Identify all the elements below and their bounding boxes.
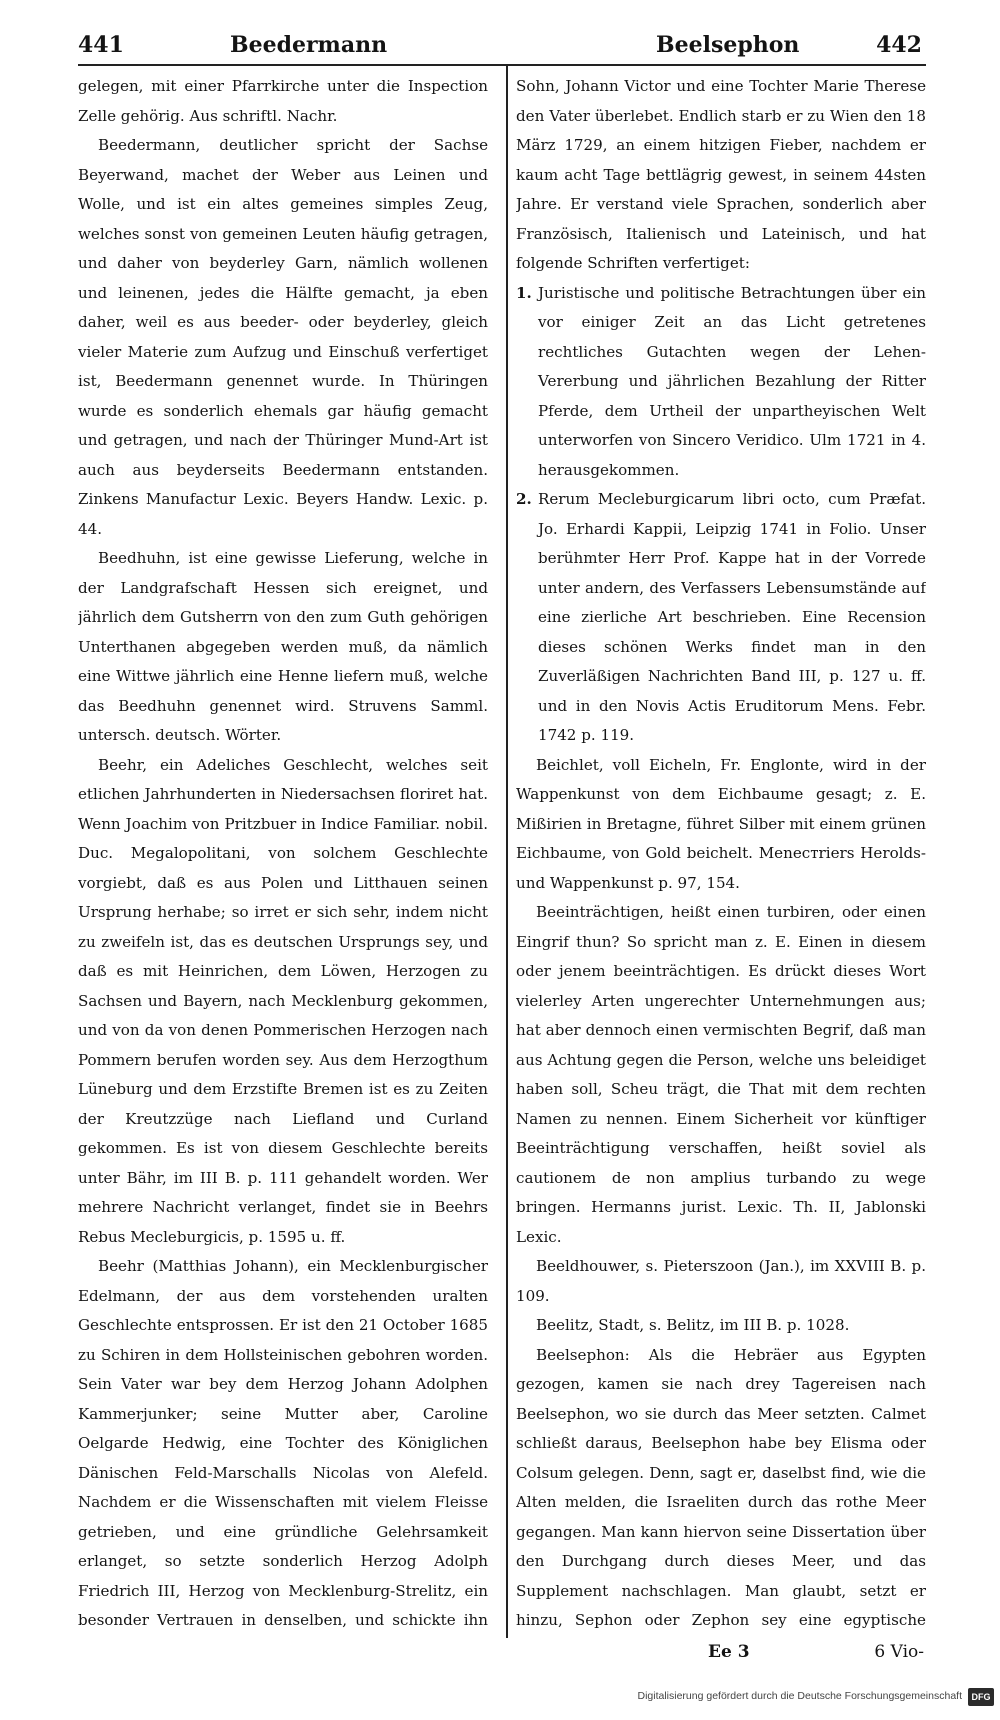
entry-beedhuhn: Beedhuhn, ist eine gewisse Lieferung, welche in der Landgrafschaft Hessen sich ereignet, und jährlich dem Gutsherrn von den zum Guth gehörigen Unterthanen abgegeben werden muß, da nämlich eine Wittwe jährlich eine Henne liefern muß, welche das Beedhuhn genennet wird. Struvens Samml. untersch. deutsch. Wörter. xyxy=(78,549,488,744)
work-number: 2. xyxy=(516,490,532,508)
column-divider xyxy=(506,66,508,1638)
entry-beichlet: Beichlet, voll Eicheln, Fr. Englonte, wird in der Wappenkunst von dem Eichbaume gesagt; z. E. Mißirien in Bretagne, führet Silber mit einem grünen Eichbaume, von Gold beichelt. Meneстriers Herolds- und Wappenkunst p. 97, 154. xyxy=(516,755,926,892)
header-keyword-right: Beelsephon xyxy=(656,32,800,58)
entry-beeintraechtigen: Beeinträchtigen, heißt einen turbiren, oder einen Eingrif thun? So spricht man z. E. Einen in diesem oder jenem beeinträchtigen. Es drückt dieses Wort vielerley Arten ungerechter Unternehmungen aus; hat aber dennoch einen vermischten Begrif, daß man aus Achtung gegen die Person, welche uns beleidiget haben soll, Scheu trägt, die That mit dem rechten Namen zu nennen. Einem Sicherheit vor künftiger Beeinträchtigung verschaffen, heißt soviel als cautionem de non amplius turbando zu wege bringen. Hermanns jurist. Lexic. Th. II, Jablonski Lexic. xyxy=(516,903,926,1246)
dfg-logo: DFG xyxy=(968,1688,994,1706)
work-number: 1. xyxy=(516,283,532,302)
digitization-credit xyxy=(606,1690,994,1708)
header-rule xyxy=(78,64,926,66)
entry-beedermann: Beedermann, deutlicher spricht der Sachse Beyerwand, machet der Weber aus Leinen und Wolle, und ist ein altes gemeines simples Zeug, welches sonst von gemeinen Leuten häufig getragen, und daher von beyderley Garn, nämlich wollenen und leinenen, jedes die Hälfte gemacht, ja eben daher, weil es aus beeder- oder beyderley, gleich vieler Materie zum Aufzug und Einschuß verfertiget ist, Beedermann genennet wurde. In Thüringen wurde es sonderlich ehemals gar häufig gemacht und getragen, und nach der Thüringer Mund-Art ist auch aus beyderseits Beedermann entstanden. Zinkens Manufactur Lexic. Beyers Handw. Lexic. p. 44. xyxy=(78,136,488,538)
page-number-left: 441 xyxy=(78,32,124,58)
signature-mark: Ee 3 xyxy=(708,1642,750,1662)
entry-beehr-family: Beehr, ein Adeliches Geschlecht, welches seit etlichen Jahrhunderten in Niedersachsen floriret hat. Wenn Joachim von Pritzbuer in Indice Familiar. nobil. Duc. Megalopolitani, von solchem Geschlechte vorgiebt, daß es aus Polen und Litthauen seinen Ursprung herhabe; so irret er sich sehr, indem nicht zu zweifeln ist, das es deutschen Ursprungs sey, und daß es mit Heinrichen, dem Löwen, Herzogen zu Sachsen und Bayern, nach Mecklenburg gekommen, und von da von denen Pommerischen Herzogen nach Pommern berufen worden sey. Aus dem Herzogthum Lüneburg und dem Erzstifte Bremen ist es zu Zeiten der Kreutzzüge nach Liefland und Curland gekommen. Es ist von diesem Geschlechte bereits unter Bähr, im III B. p. 111 gehandelt worden. Wer mehrere Nachricht verlanget, findet sie in Beehrs Rebus Mecleburgicis, p. 1595 u. ff. xyxy=(78,755,488,1246)
entry-beelsephon: Beelsephon: Als die Hebräer aus Egypten gezogen, kamen sie nach drey Tagereisen nach Beelsephon, wo sie durch das Meer setzten. Calmet schließt daraus, Beelsephon habe bey Elisma oder Colsum gelegen. Denn, sagt er, daselbst find, wie die Alten melden, die Israeliten durch das rothe Meer gegangen. Man kann hiervon seine Dissertation über den Durchgang durch dieses Meer, und das Supplement nachschlagen. Man glaubt, setzt er hinzu, Sephon oder Zephon sey eine egyptische xyxy=(516,1345,926,1629)
page-footer xyxy=(638,1642,928,1670)
work-text: Rerum Mecleburgicarum libri octo, cum Præfat. Jo. Erhardi Kappii, Leipzig 1741 in Folio. Unser berühmter Herr Prof. Kappe hat in der Vorrede unter andern, des Verfassers Lebensumstände auf eine zierliche Art beschrieben. Eine Recension dieses schönen Werks findet man in den Zuverläßigen Nachrichten Band III, p. 127 u. ff. und in den Novis Actis Eruditorum Mens. Febr. 1742 p. 119. xyxy=(538,490,926,744)
entry-beeldhouwer: Beeldhouwer, s. Pieterszoon (Jan.), im XXVIII B. p. 109. xyxy=(516,1257,926,1305)
right-column xyxy=(516,72,926,1642)
dictionary-page xyxy=(78,28,928,1668)
entry-continuation: gelegen, mit einer Pfarrkirche unter die Inspection Zelle gehörig. Aus schriftl. Nachr. xyxy=(78,77,488,125)
entry-beehr-matthias: Beehr (Matthias Johann), ein Mecklenburgischer Edelmann, der aus dem vorstehenden uralten Geschlechte entsprossen. Er ist den 21 October 1685 zu Schiren in dem Hollsteinischen gebohren worden. Sein Vater war bey dem Herzog Johann Adolphen Kammerjunker; seine Mutter aber, Caroline Oelgarde Hedwig, eine Tochter des Königlichen Dänischen Feld-Marschalls Nicolas von Alefeld. Nachdem er die Wissenschaften mit vielem Fleisse getrieben, und eine gründliche Gelehrsamkeit erlanget, so setzte sonderlich Herzog Adolph Friedrich III, Herzog von Mecklenburg-Strelitz, ein besonder Vertrauen in denselben, und schickte ihn xyxy=(78,1257,488,1629)
header-keyword-left: Beedermann xyxy=(230,32,388,58)
credit-text: Digitalisierung gefördert durch die Deutsche Forschungsgemeinschaft xyxy=(637,1690,962,1702)
left-column xyxy=(78,72,488,1642)
work-list-item xyxy=(516,279,926,486)
work-text: Juristische und politische Betrachtungen über ein vor einiger Zeit an das Licht getretenes rechtliches Gutachten wegen der Lehen-Vererbung und jährlichen Bezahlung der Ritter Pferde, dem Urtheil der unpartheyischen Welt unterworfen von Sincero Veridico. Ulm 1721 in 4. herausgekommen. xyxy=(538,283,926,479)
entry-beelitz: Beelitz, Stadt, s. Belitz, im III B. p. 1028. xyxy=(536,1316,850,1334)
running-header xyxy=(78,28,928,62)
work-list-item xyxy=(516,485,926,751)
entry-beehr-continuation: Sohn, Johann Victor und eine Tochter Marie Therese den Vater überlebet. Endlich starb er zu Wien den 18 März 1729, an einem hitzigen Fieber, nachdem er kaum acht Tage bettlägrig gewest, in seinem 44sten Jahre. Er verstand viele Sprachen, sonderlich aber Französisch, Italienisch und Lateinisch, und hat folgende Schriften verfertiget: xyxy=(516,77,926,272)
page-number-right: 442 xyxy=(876,32,922,58)
catchword: 6 Vio- xyxy=(874,1642,924,1662)
